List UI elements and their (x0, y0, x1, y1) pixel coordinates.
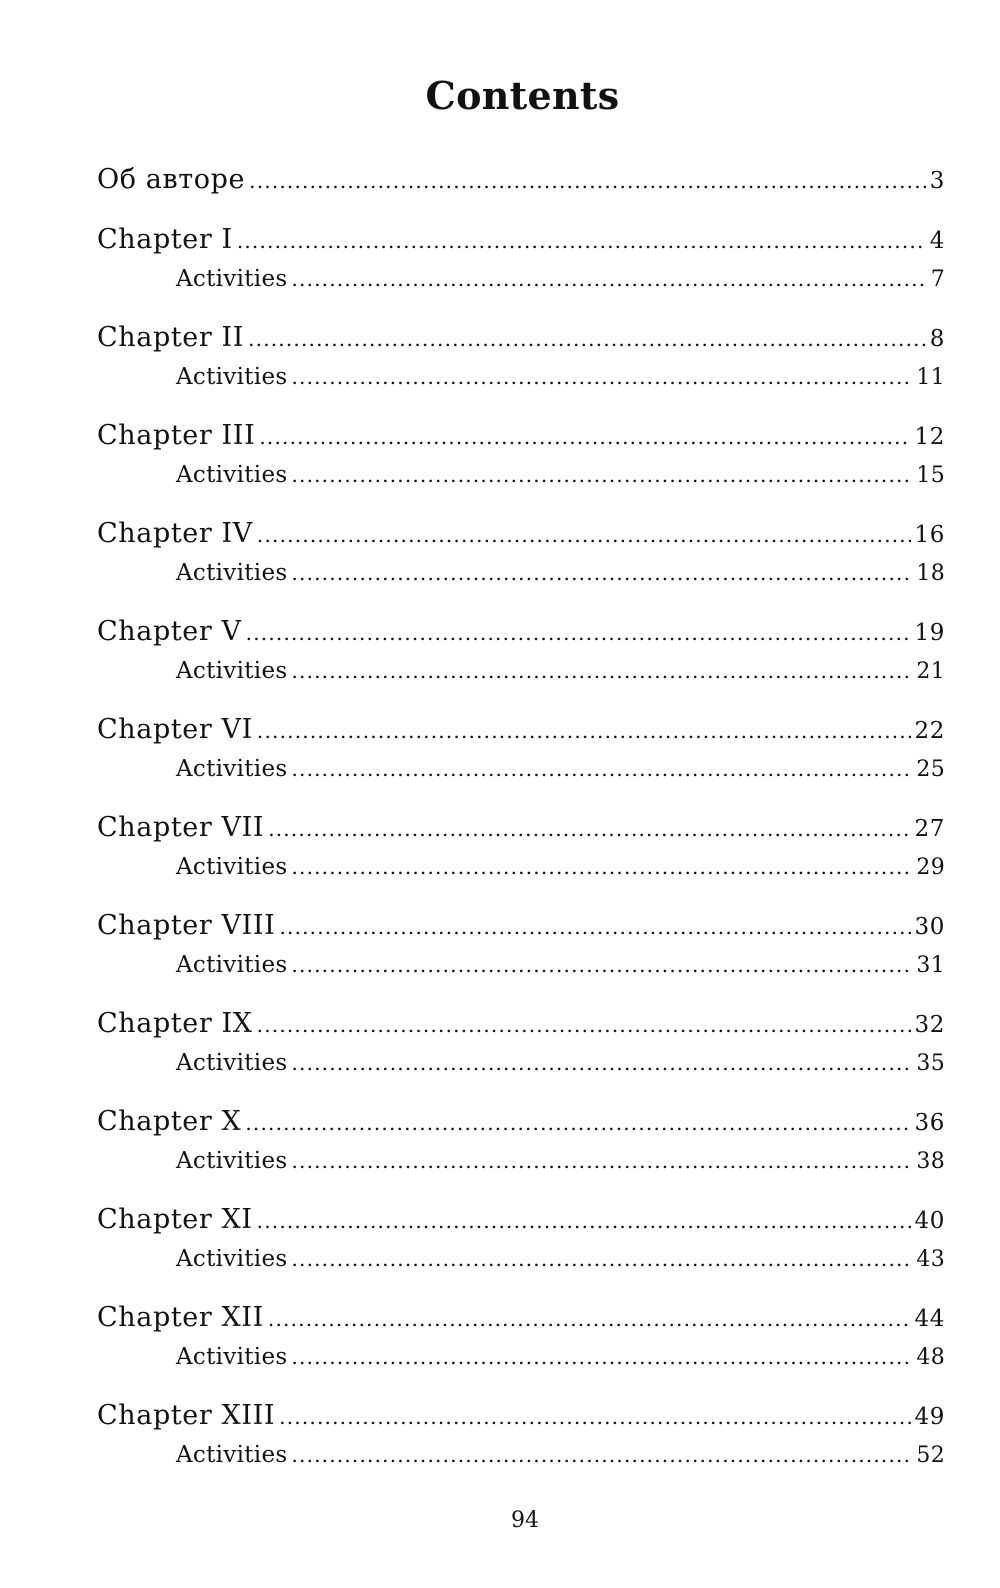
toc-entry-chapter-2-activities[interactable] (97, 358, 945, 396)
toc-entry-chapter-1[interactable] (97, 220, 945, 260)
toc-entry-about-author[interactable] (97, 160, 945, 200)
toc-entry-chapter-13-activities[interactable] (97, 1436, 945, 1474)
dot-leader (279, 907, 910, 947)
toc-entry-chapter-13[interactable] (97, 1396, 945, 1436)
toc-subentry-page: 11 (916, 365, 945, 390)
toc-entry-chapter-8[interactable] (97, 906, 945, 946)
toc-subentry-page: 35 (916, 1051, 945, 1076)
toc-subentry-label: Activities (176, 1050, 288, 1076)
toc-subentry-label: Activities (176, 756, 288, 782)
toc-entry-chapter-12[interactable] (97, 1298, 945, 1338)
toc-entry-chapter-3[interactable] (97, 416, 945, 456)
toc-entry-page: 19 (914, 620, 945, 646)
toc-entry-page: 16 (914, 522, 945, 548)
toc-group-chapter-3 (97, 416, 945, 494)
toc-entry-chapter-2[interactable] (97, 318, 945, 358)
dot-leader (291, 1338, 912, 1376)
toc-entry-page: 49 (914, 1404, 945, 1430)
toc-entry-chapter-11-activities[interactable] (97, 1240, 945, 1278)
toc-entry-chapter-10-activities[interactable] (97, 1142, 945, 1180)
dot-leader (249, 161, 926, 201)
toc-subentry-page: 31 (916, 953, 945, 978)
table-of-contents (97, 160, 945, 1494)
toc-entry-chapter-7-activities[interactable] (97, 848, 945, 886)
toc-subentry-label: Activities (176, 952, 288, 978)
toc-entry-label: Chapter I (97, 224, 233, 255)
toc-group-chapter-10 (97, 1102, 945, 1180)
toc-entry-chapter-8-activities[interactable] (97, 946, 945, 984)
toc-entry-label: Chapter IX (97, 1008, 253, 1039)
toc-entry-page: 3 (929, 168, 945, 194)
dot-leader (259, 417, 910, 457)
toc-entry-label: Chapter X (97, 1106, 242, 1137)
toc-group-chapter-6 (97, 710, 945, 788)
toc-subentry-page: 25 (916, 757, 945, 782)
toc-subentry-label: Activities (176, 1246, 288, 1272)
toc-subentry-page: 15 (916, 463, 945, 488)
toc-group-chapter-1 (97, 220, 945, 298)
toc-subentry-label: Activities (176, 462, 288, 488)
toc-entry-page: 27 (914, 816, 945, 842)
toc-entry-label: Chapter V (97, 616, 242, 647)
toc-group-chapter-8 (97, 906, 945, 984)
toc-subentry-label: Activities (176, 1148, 288, 1174)
toc-entry-chapter-11[interactable] (97, 1200, 945, 1240)
dot-leader (257, 1201, 911, 1241)
toc-group-chapter-4 (97, 514, 945, 592)
toc-entry-chapter-12-activities[interactable] (97, 1338, 945, 1376)
dot-leader (291, 358, 912, 396)
dot-leader (279, 1397, 910, 1437)
toc-subentry-label: Activities (176, 1344, 288, 1370)
toc-entry-page: 30 (914, 914, 945, 940)
toc-entry-chapter-4[interactable] (97, 514, 945, 554)
toc-subentry-page: 18 (916, 561, 945, 586)
toc-entry-page: 8 (929, 326, 945, 352)
toc-subentry-page: 38 (916, 1149, 945, 1174)
dot-leader (257, 711, 911, 751)
toc-entry-page: 12 (914, 424, 945, 450)
toc-subentry-label: Activities (176, 364, 288, 390)
toc-subentry-label: Activities (176, 1442, 288, 1468)
toc-subentry-label: Activities (176, 658, 288, 684)
dot-leader (291, 848, 912, 886)
dot-leader (268, 1299, 911, 1339)
toc-entry-chapter-9[interactable] (97, 1004, 945, 1044)
toc-entry-chapter-4-activities[interactable] (97, 554, 945, 592)
toc-entry-label: Chapter III (97, 420, 256, 451)
toc-entry-label: Chapter XII (97, 1302, 264, 1333)
dot-leader (257, 515, 911, 555)
toc-subentry-page: 52 (916, 1443, 945, 1468)
toc-entry-chapter-10[interactable] (97, 1102, 945, 1142)
toc-entry-chapter-5-activities[interactable] (97, 652, 945, 690)
toc-entry-chapter-3-activities[interactable] (97, 456, 945, 494)
page-title: Contents (425, 73, 620, 118)
toc-entry-page: 22 (914, 718, 945, 744)
dot-leader (257, 1005, 911, 1045)
toc-subentry-label: Activities (176, 854, 288, 880)
dot-leader (291, 652, 912, 690)
dot-leader (291, 1240, 912, 1278)
toc-entry-label: Chapter IV (97, 518, 253, 549)
dot-leader (291, 456, 912, 494)
toc-group-chapter-5 (97, 612, 945, 690)
dot-leader (291, 1044, 912, 1082)
toc-group-chapter-2 (97, 318, 945, 396)
toc-group-chapter-13 (97, 1396, 945, 1474)
toc-entry-label: Chapter II (97, 322, 245, 353)
dot-leader (291, 554, 912, 592)
toc-entry-page: 32 (914, 1012, 945, 1038)
toc-group-chapter-9 (97, 1004, 945, 1082)
toc-subentry-page: 7 (930, 267, 945, 292)
toc-entry-chapter-6-activities[interactable] (97, 750, 945, 788)
toc-subentry-label: Activities (176, 560, 288, 586)
dot-leader (291, 260, 926, 298)
toc-entry-label: Chapter VI (97, 714, 253, 745)
dot-leader (268, 809, 910, 849)
toc-entry-label: Chapter VII (97, 812, 265, 843)
toc-entry-page: 36 (914, 1110, 945, 1136)
toc-entry-page: 44 (914, 1306, 945, 1332)
toc-entry-chapter-5[interactable] (97, 612, 945, 652)
toc-subentry-page: 21 (916, 659, 945, 684)
toc-subentry-page: 48 (916, 1345, 945, 1370)
dot-leader (237, 221, 926, 261)
dot-leader (291, 1142, 912, 1180)
dot-leader (291, 1436, 912, 1474)
dot-leader (291, 946, 912, 984)
toc-subentry-page: 43 (916, 1247, 945, 1272)
dot-leader (246, 613, 911, 653)
toc-entry-chapter-6[interactable] (97, 710, 945, 750)
dot-leader (245, 1103, 910, 1143)
toc-group-chapter-11 (97, 1200, 945, 1278)
toc-entry-label: Chapter VIII (97, 910, 276, 941)
toc-entry-label: Об авторе (97, 164, 246, 195)
dot-leader (248, 319, 926, 359)
page-number: 94 (511, 1508, 539, 1533)
toc-entry-label: Chapter XIII (97, 1400, 276, 1431)
toc-entry-page: 40 (914, 1208, 945, 1234)
toc-entry-label: Chapter XI (97, 1204, 253, 1235)
toc-group-chapter-12 (97, 1298, 945, 1376)
toc-subentry-label: Activities (176, 266, 288, 292)
toc-subentry-page: 29 (916, 855, 945, 880)
toc-entry-chapter-9-activities[interactable] (97, 1044, 945, 1082)
dot-leader (291, 750, 912, 788)
toc-group-about (97, 160, 945, 200)
toc-entry-chapter-1-activities[interactable] (97, 260, 945, 298)
toc-group-chapter-7 (97, 808, 945, 886)
toc-entry-page: 4 (929, 228, 945, 254)
toc-entry-chapter-7[interactable] (97, 808, 945, 848)
